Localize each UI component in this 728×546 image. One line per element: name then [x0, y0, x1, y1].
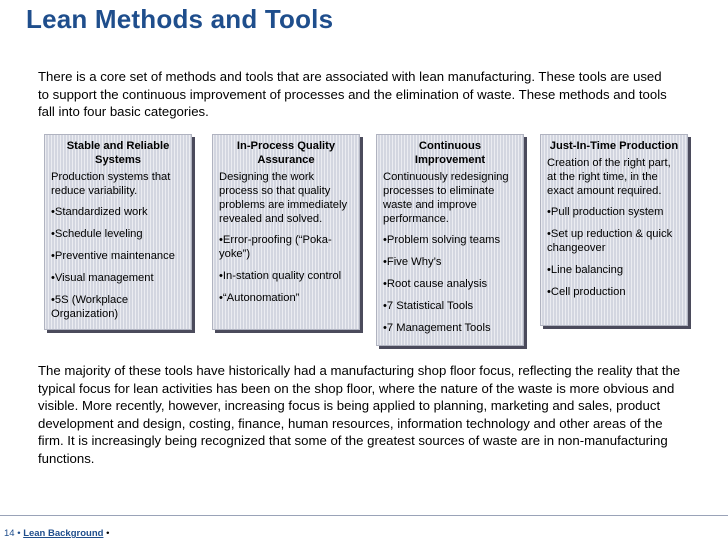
category-tool-list — [219, 233, 353, 305]
list-item: • “Autonomation” — [219, 291, 353, 305]
category-box-stable-systems — [44, 134, 192, 330]
category-title: Stable and Reliable Systems — [66, 140, 170, 166]
list-item: • Cell production — [547, 285, 681, 299]
list-item: • Problem solving teams — [383, 233, 517, 247]
category-title: In-Process Quality Assurance — [236, 140, 336, 166]
footer-end-mark: • — [106, 528, 110, 539]
list-item: • In-station quality control — [219, 269, 353, 283]
footer-divider — [0, 515, 728, 516]
list-item: • Error-proofing (“Poka-yoke”) — [219, 233, 353, 261]
category-tool-list — [51, 205, 185, 321]
list-item: • Preventive maintenance — [51, 249, 185, 263]
list-item: • Set up reduction & quick changeover — [547, 227, 681, 255]
category-description: Designing the work process so that quality problems are immediately revealed and solved. — [219, 171, 348, 225]
list-item: • Line balancing — [547, 263, 681, 277]
slide-footer — [4, 528, 109, 539]
category-tool-list — [547, 205, 681, 299]
section-link[interactable]: Lean Background — [23, 528, 104, 539]
list-item: • 7 Management Tools — [383, 321, 517, 335]
page-number: 14 — [4, 528, 15, 539]
list-item: • 7 Statistical Tools — [383, 299, 517, 313]
category-description: Creation of the right part, at the right time, in the exact amount required. — [547, 157, 671, 197]
list-item: • Standardized work — [51, 205, 185, 219]
list-item: • Five Why’s — [383, 255, 517, 269]
category-box-continuous-improvement — [376, 134, 524, 346]
list-item: • Visual management — [51, 271, 185, 285]
category-box-quality-assurance — [212, 134, 360, 330]
category-title: Just-In-Time Production — [549, 140, 679, 152]
category-box-just-in-time — [540, 134, 688, 326]
category-title: Continuous Improvement — [414, 140, 486, 166]
footer-separator: • — [17, 528, 21, 539]
list-item: • 5S (Workplace Organization) — [51, 293, 185, 321]
intro-paragraph: There is a core set of methods and tools that are associated with lean manufacturing. These tools are used to support the continuous improvement of processes and the elimination of waste. These methods and tools fall into four basic categories. — [38, 69, 667, 119]
page-title: Lean Methods and Tools — [26, 4, 334, 34]
list-item: • Root cause analysis — [383, 277, 517, 291]
category-description: Continuously redesigning processes to eliminate waste and improve performance. — [383, 171, 509, 225]
category-description: Production systems that reduce variability. — [51, 171, 171, 197]
list-item: • Pull production system — [547, 205, 681, 219]
list-item: • Schedule leveling — [51, 227, 185, 241]
closing-paragraph: The majority of these tools have historically had a manufacturing shop floor focus, reflecting the reality that the typical focus for lean activities has been on the shop floor, where the nature of the waste is more obvious and visible. More recently, however, increasing focus is being applied to planning, marketing and sales, product development and design, costing, finance, human resources, information technology and other areas of the firm. It is increasingly being recognized that some of the greatest sources of waste are in non-manufacturing functions. — [38, 363, 681, 466]
category-tool-list — [383, 233, 517, 335]
